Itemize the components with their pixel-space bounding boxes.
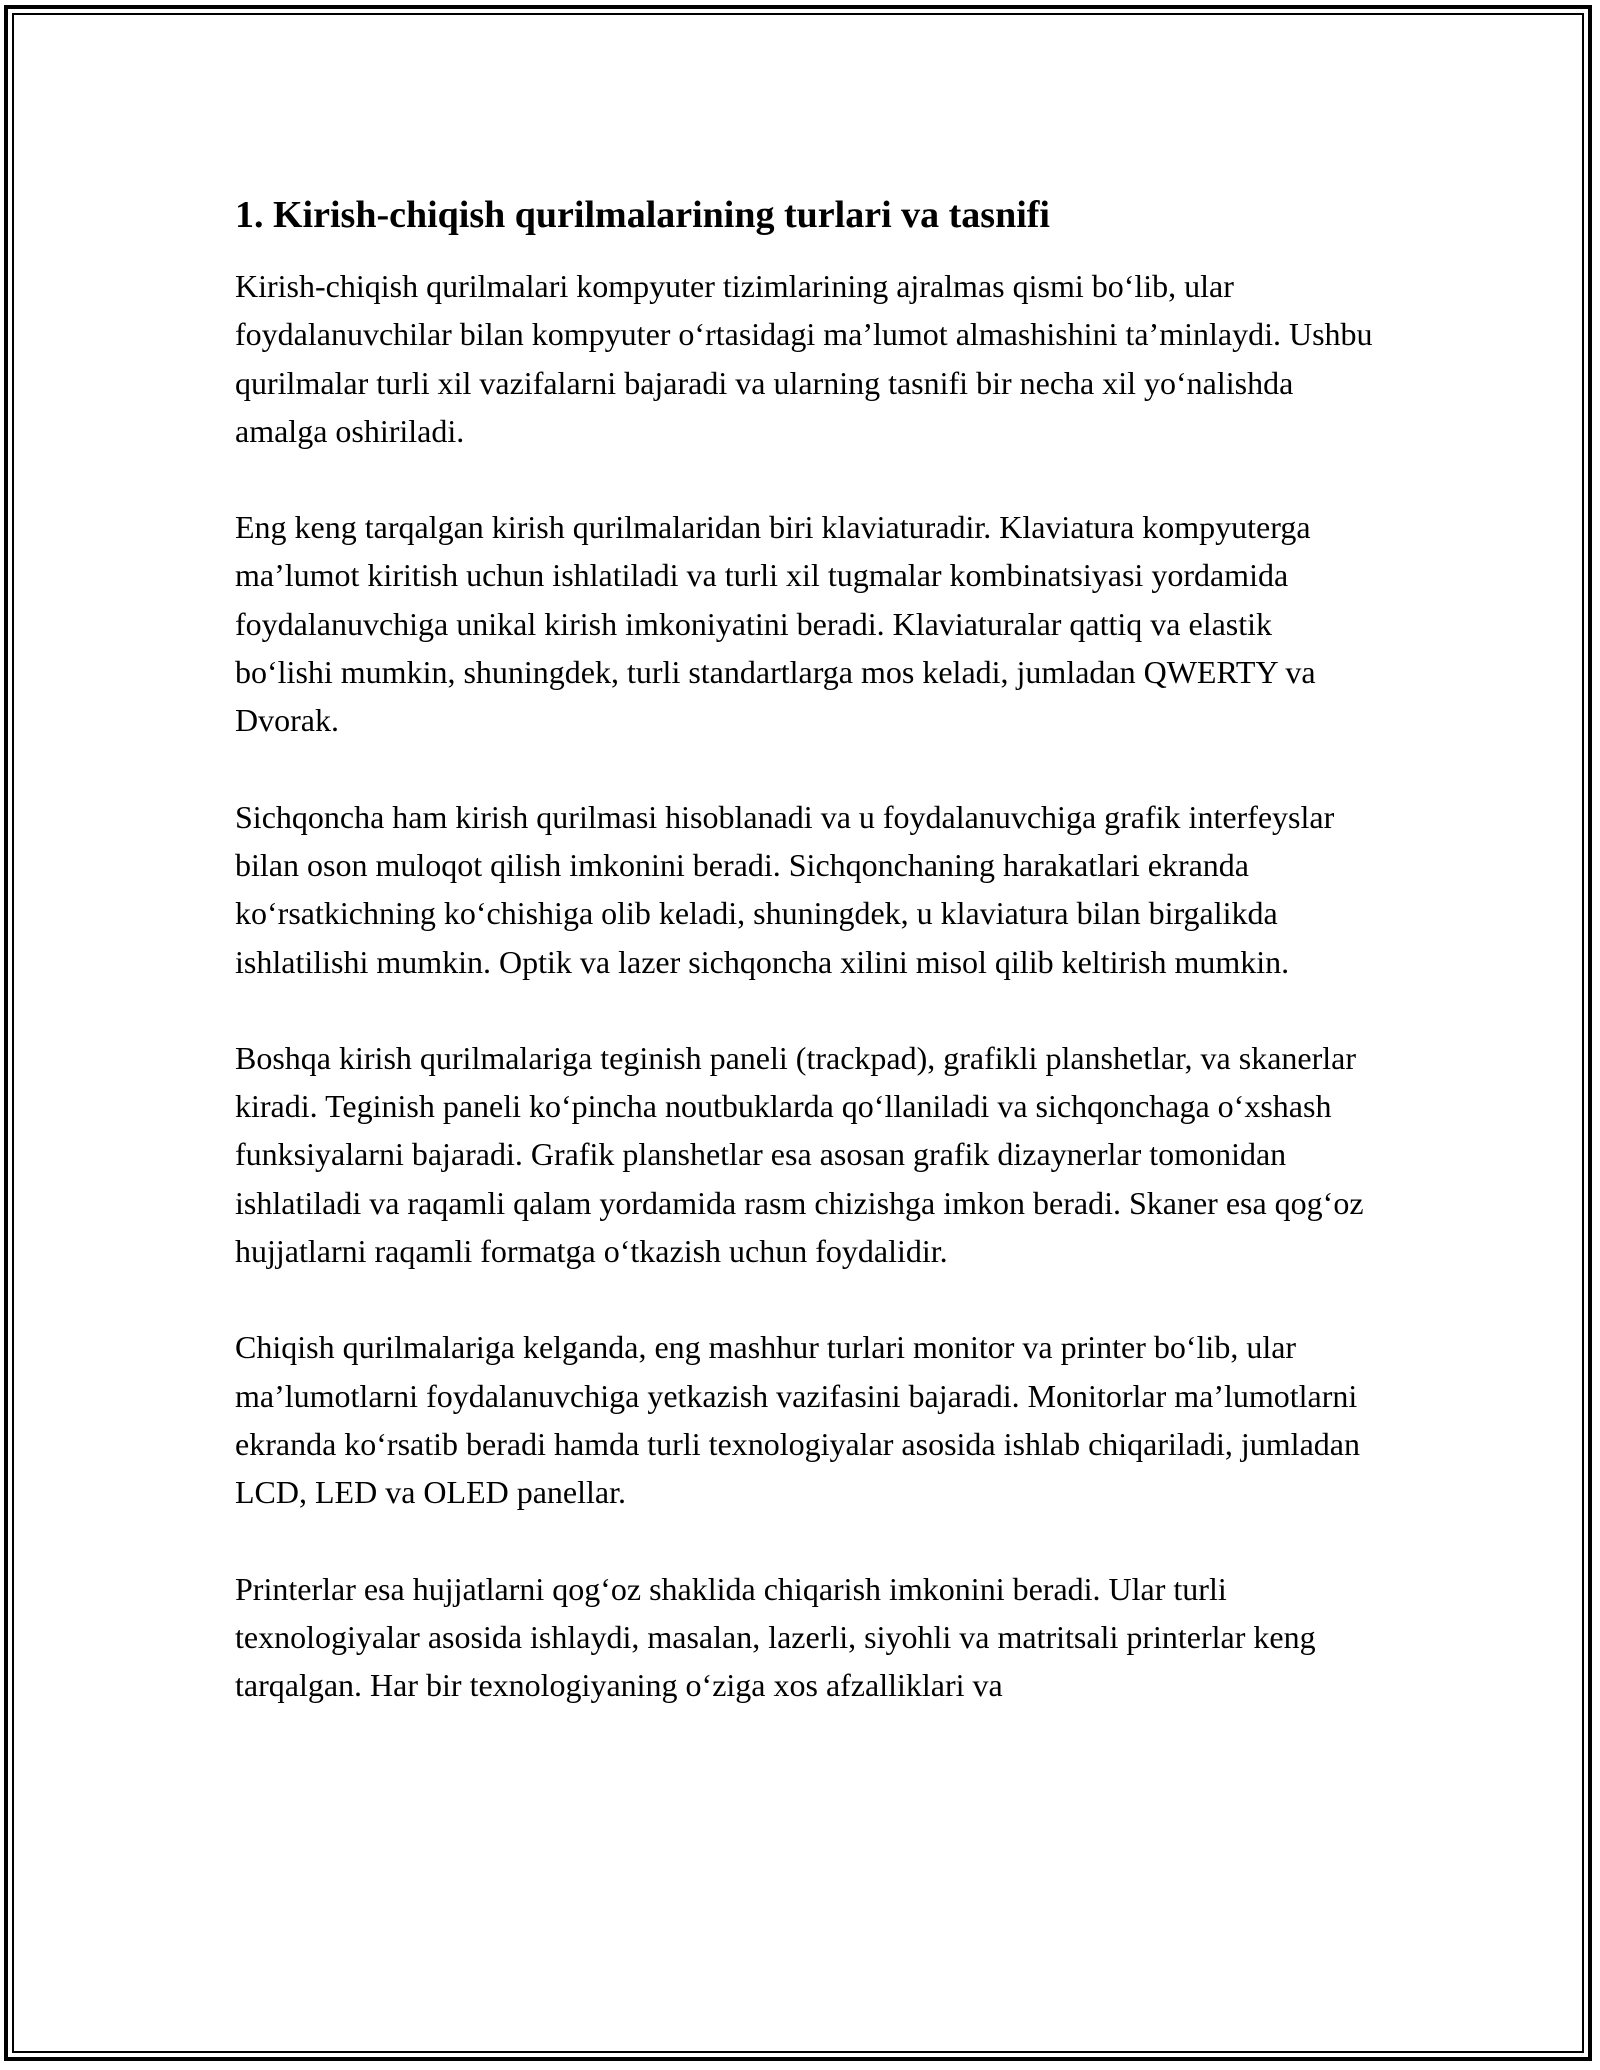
section-heading: 1. Kirish-chiqish qurilmalarining turlari va tasnifi <box>235 194 1050 236</box>
paragraph-output: Chiqish qurilmalariga kelganda, eng mashhur turlari monitor va printer bo‘lib, ular ma’lumotlarni foydalanuvchiga yetkazish vazifasini bajaradi. Monitorlar ma’lumotlarni ekranda ko‘rsatib beradi hamda turli texnologiyalar asosida ishlab chiqariladi, jumladan LCD, LED va OLED panellar. <box>235 1329 1360 1511</box>
paragraph-mouse: Sichqoncha ham kirish qurilmasi hisoblanadi va u foydalanuvchiga grafik interfeyslar bilan oson muloqot qilish imkonini beradi. Sichqonchaning harakatlari ekranda ko‘rsatkichning ko‘chishiga olib keladi, shuningdek, u klaviatura bilan birgalikda ishlatilishi mumkin. Optik va lazer sichqoncha xilini misol qilib keltirish mumkin. <box>235 798 1335 980</box>
paragraph-other-input: Boshqa kirish qurilmalariga teginish paneli (trackpad), grafikli planshetlar, va skanerlar kiradi. Teginish paneli ko‘pincha noutbuklarda qo‘llaniladi va sichqonchaga o‘xshash funksiyalarni bajaradi. Grafik planshetlar esa asosan grafik dizaynerlar tomonidan ishlatiladi va raqamli qalam yordamida rasm chizishga imkon beradi. Skaner esa qog‘oz hujjatlarni raqamli formatga o‘tkazish uchun foydalidir. <box>235 1039 1364 1270</box>
paragraph-printers: Printerlar esa hujjatlarni qog‘oz shaklida chiqarish imkonini beradi. Ular turli texnologiyalar asosida ishlaydi, masalan, lazerli, siyohli va matritsali printerlar keng tarqalgan. Har bir texnologiyaning o‘ziga xos afzalliklari va <box>235 1570 1316 1704</box>
paragraph-intro: Kirish-chiqish qurilmalari kompyuter tizimlarining ajralmas qismi bo‘lib, ular foydalanuvchilar bilan kompyuter o‘rtasidagi ma’lumot almashishini ta’minlaydi. Ushbu qurilmalar turli xil vazifalarni bajaradi va ularning tasnifi bir necha xil yo‘nalishda amalga oshiriladi. <box>235 268 1373 449</box>
paragraph-keyboard: Eng keng tarqalgan kirish qurilmalaridan biri klaviaturadir. Klaviatura kompyuterga ma’lumot kiritish uchun ishlatiladi va turli xil tugmalar kombinatsiyasi yordamida foydalanuvchiga unikal kirish imkoniyatini beradi. Klaviaturalar qattiq va elastik bo‘lishi mumkin, shuningdek, turli standartlarga mos keladi, jumladan QWERTY va Dvorak. <box>235 509 1316 739</box>
document-body <box>235 185 1375 1757</box>
